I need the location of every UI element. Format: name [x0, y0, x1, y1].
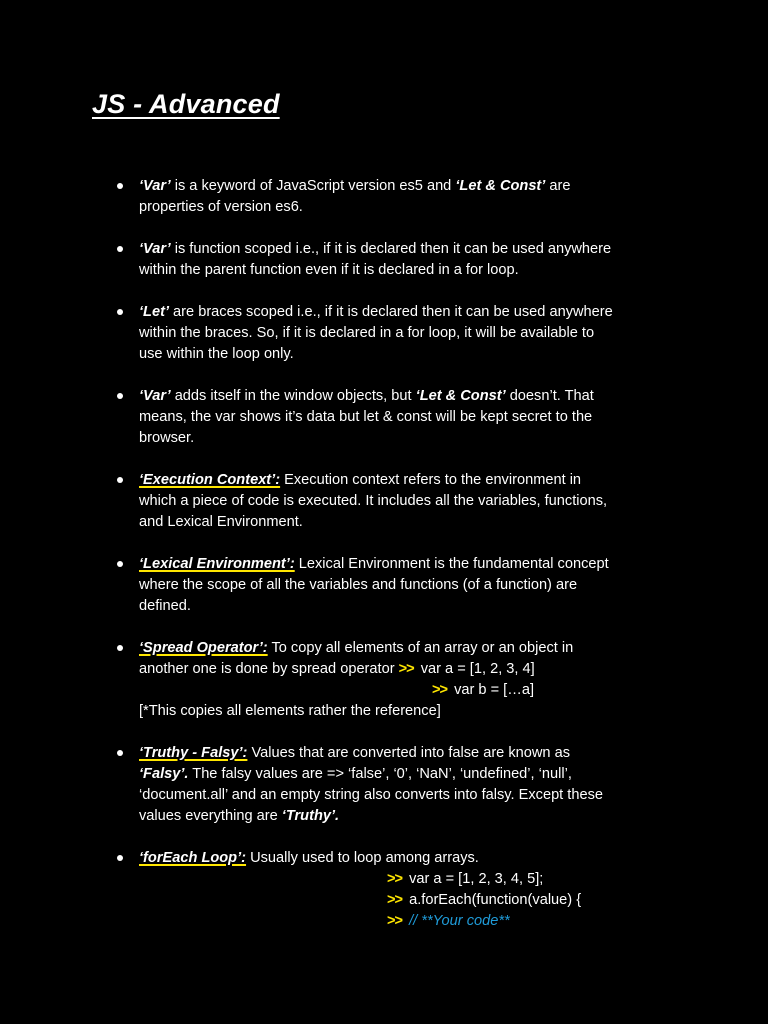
text-line: use within the loop only. [139, 346, 294, 362]
keyword-falsy: ‘Falsy’. [139, 766, 189, 782]
text-segment: Values that are converted into false are known as [247, 745, 571, 761]
text-line [139, 302, 684, 323]
text-line: which a piece of code is executed. It includes all the variables, functions, [139, 493, 608, 509]
double-arrow-icon: >> [432, 682, 448, 698]
text-line [139, 176, 684, 197]
text-line [139, 638, 684, 659]
list-item-var-vs-let-const [139, 176, 684, 218]
text-segment: another one is done by spread operator [139, 661, 399, 677]
code-comment: // **Your code** [405, 913, 510, 929]
code-line [139, 890, 684, 911]
double-arrow-icon: >> [387, 892, 403, 908]
term-spread-operator: ‘Spread Operator’: [139, 640, 268, 656]
text-segment: Execution context refers to the environment in [280, 472, 582, 488]
code-snippet: var a = [1, 2, 3, 4] [416, 661, 535, 677]
keyword-let-const: ‘Let & Const’ [415, 388, 506, 404]
double-arrow-icon: >> [398, 661, 414, 677]
text-line: within the braces. So, if it is declared in a for loop, it will be available to [139, 325, 595, 341]
text-line [139, 470, 684, 491]
list-item-let-braces-scoped [139, 302, 684, 365]
text-line: and Lexical Environment. [139, 514, 303, 530]
text-segment: is a keyword of JavaScript version es5 and [170, 178, 456, 194]
keyword-let: ‘Let’ [139, 304, 169, 320]
list-item-truthy-falsy [139, 743, 684, 827]
term-execution-context: ‘Execution Context’: [139, 472, 281, 488]
text-line [139, 554, 684, 575]
text-segment: are [545, 178, 571, 194]
text-segment: To copy all elements of an array or an object in [267, 640, 574, 656]
text-line [139, 806, 684, 827]
text-line [139, 848, 684, 869]
text-line [139, 743, 684, 764]
text-line [139, 659, 684, 680]
text-segment: The falsy values are => ‘false’, ‘0’, ‘NaN’, ‘undefined’, ‘null’, [188, 766, 572, 782]
term-truthy-falsy: ‘Truthy - Falsy’: [139, 745, 248, 761]
text-segment: values everything are [139, 808, 282, 824]
text-line: defined. [139, 598, 191, 614]
text-segment: Lexical Environment is the fundamental concept [294, 556, 609, 572]
text-segment: Usually used to loop among arrays. [246, 850, 479, 866]
text-line: browser. [139, 430, 195, 446]
term-foreach-loop: ‘forEach Loop’: [139, 850, 247, 866]
text-line: properties of version es6. [139, 199, 303, 215]
code-line [139, 869, 684, 890]
list-item-lexical-environment [139, 554, 684, 617]
code-snippet: var a = [1, 2, 3, 4, 5]; [405, 871, 544, 887]
text-line: [*This copies all elements rather the reference] [139, 703, 441, 719]
text-line [139, 764, 684, 785]
keyword-truthy: ‘Truthy’. [281, 808, 340, 824]
double-arrow-icon: >> [387, 913, 403, 929]
double-arrow-icon: >> [387, 871, 403, 887]
list-item-execution-context [139, 470, 684, 533]
text-line: within the parent function even if it is declared in a for loop. [139, 262, 519, 278]
code-line [139, 680, 684, 701]
text-segment: are braces scoped i.e., if it is declared then it can be used anywhere [169, 304, 613, 320]
text-segment: adds itself in the window objects, but [170, 388, 416, 404]
text-line: ‘document.all’ and an empty string also converts into falsy. Except these [139, 787, 603, 803]
code-snippet: a.forEach(function(value) { [405, 892, 582, 908]
text-segment: is function scoped i.e., if it is declared then it can be used anywhere [170, 241, 612, 257]
keyword-let-const: ‘Let & Const’ [455, 178, 546, 194]
list-item-var-function-scoped [139, 239, 684, 281]
code-snippet: var b = […a] [450, 682, 534, 698]
list-item-spread-operator [139, 638, 684, 722]
code-line [139, 911, 684, 932]
keyword-var: ‘Var’ [139, 241, 171, 257]
list-item-foreach-loop [139, 848, 684, 932]
text-line: means, the var shows it’s data but let & const will be kept secret to the [139, 409, 593, 425]
term-lexical-environment: ‘Lexical Environment’: [139, 556, 295, 572]
keyword-var: ‘Var’ [139, 388, 171, 404]
text-segment: doesn’t. That [505, 388, 594, 404]
keyword-var: ‘Var’ [139, 178, 171, 194]
text-line: where the scope of all the variables and functions (of a function) are [139, 577, 578, 593]
text-line [139, 239, 684, 260]
text-line [139, 386, 684, 407]
list-item-window-objects [139, 386, 684, 449]
page-title: JS - Advanced [92, 89, 280, 119]
